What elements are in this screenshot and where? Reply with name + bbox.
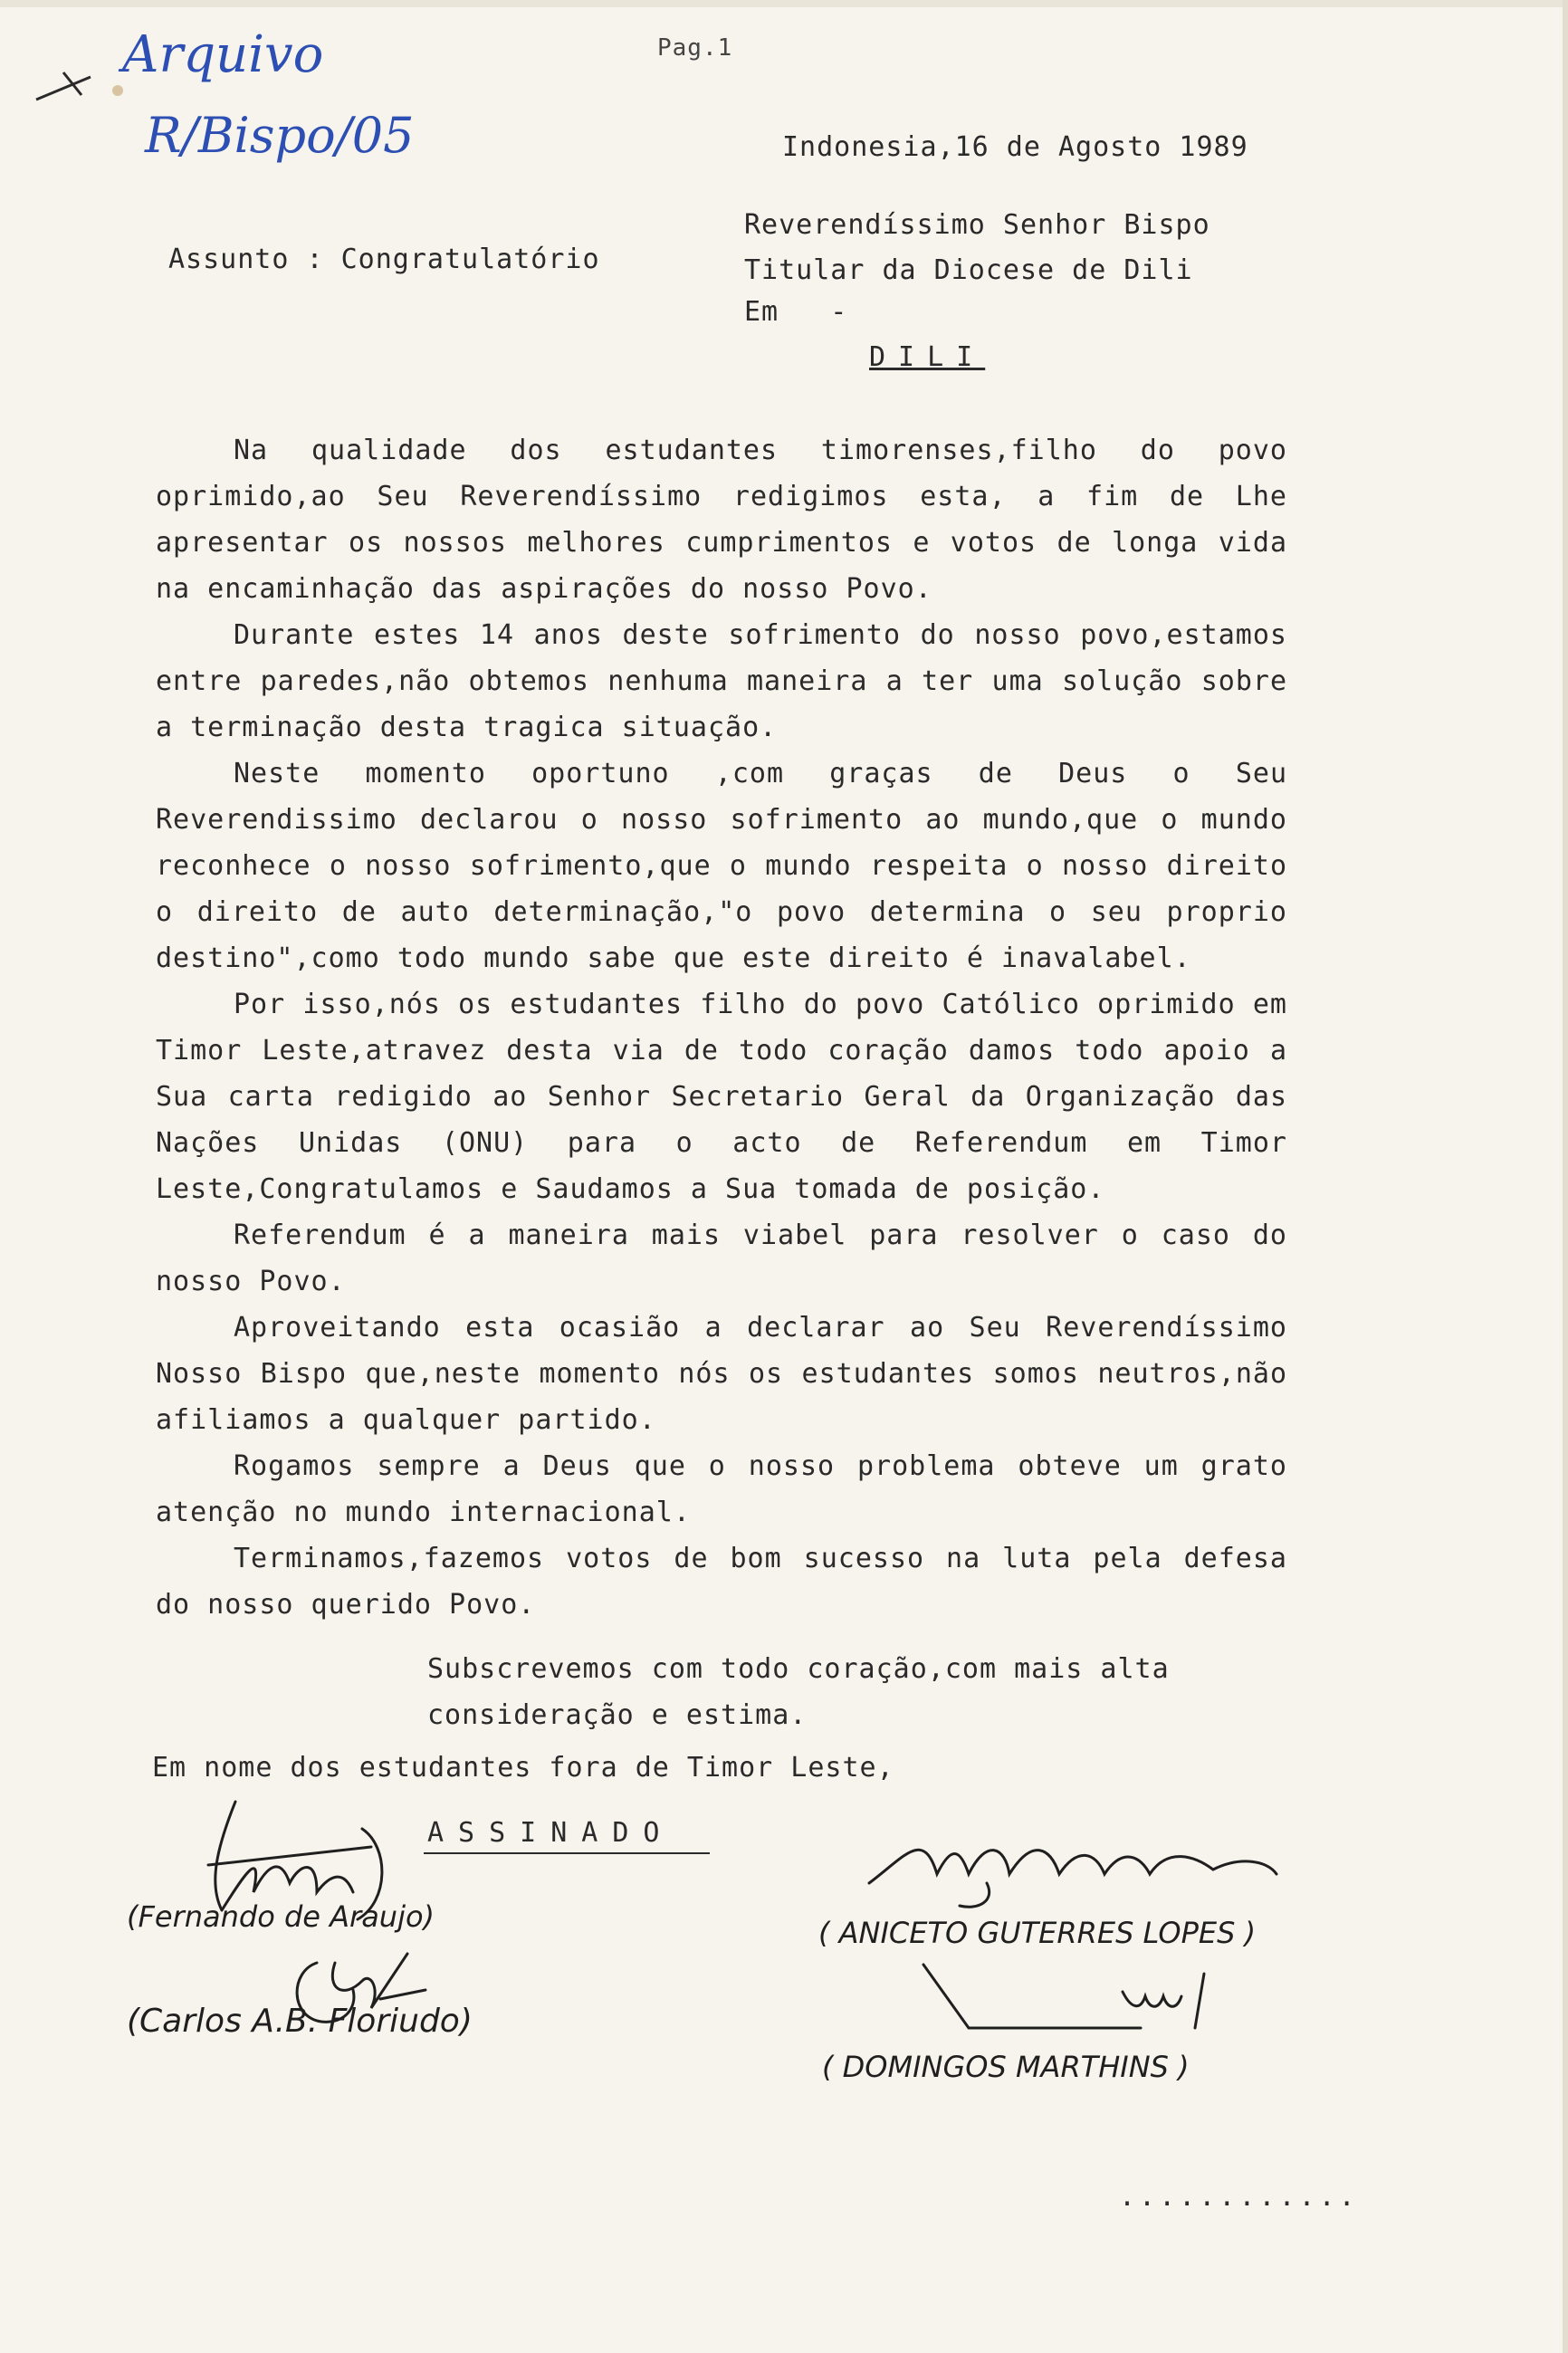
dotted-line: ............ <box>1119 2181 1359 2213</box>
signed-underline <box>424 1851 713 1856</box>
signed-label: ASSINADO <box>427 1817 674 1849</box>
recipient-city: DILI <box>869 341 986 373</box>
page-right-edge <box>1563 0 1568 2353</box>
paragraph: Por isso,nós os estudantes filho do povo Católico oprimido em Timor Leste,atravez desta via de todo coração damos todo apoio a Sua carta redigido ao Senhor Secretario Geral da Organização das Nações Unidas (ONU) para o acto de Referendum em Timor Leste,Congratulamos e Saudamos a Sua tomada de posição. <box>156 989 1287 1205</box>
signatory-name-aniceto: ( ANICETO GUTERRES LOPES ) <box>818 1916 1257 1950</box>
paragraph: Neste momento oportuno ,com graças de Deus o Seu Reverendissimo declarou o nosso sofrimento ao mundo,que o mundo reconhece o nosso sofrimento,que o mundo respeita o nosso direito o direito de auto determinação,"o povo determina o seu proprio destino",como todo mundo sabe que este direito é inavalabel. <box>156 758 1287 974</box>
handwritten-archive-ref: R/Bispo/05 <box>145 107 415 164</box>
page-number: Pag.1 <box>657 34 733 62</box>
signature-aniceto-lopes <box>851 1820 1286 1919</box>
signatory-name-carlos: (Carlos A.B. Floriudo) <box>127 2003 473 2040</box>
subject-line: Assunto : Congratulatório <box>168 244 600 275</box>
arrow-mark-icon <box>27 54 127 118</box>
on-behalf-line: Em nome dos estudantes fora de Timor Leste, <box>152 1752 894 1784</box>
closing-paragraph: Subscrevemos com todo coração,com mais alta consideração e estima. <box>427 1653 1170 1731</box>
paragraph: Durante estes 14 anos deste sofrimento do nosso povo,estamos entre paredes,não obtemos nenhuma maneira a ter uma solução sobre a terminação desta tragica situação. <box>156 619 1287 743</box>
date-line: Indonesia,16 de Agosto 1989 <box>782 131 1248 163</box>
handwritten-archive-note: Arquivo <box>122 25 324 84</box>
signatory-name-fernando: (Fernando de Araujo) <box>127 1899 435 1934</box>
recipient-line-3: Em - <box>744 296 848 328</box>
recipient-line-2: Titular da Diocese de Dili <box>744 254 1193 286</box>
letter-body <box>156 427 1287 1628</box>
paragraph: Referendum é a maneira mais viabel para resolver o caso do nosso Povo. <box>156 1220 1287 1297</box>
paragraph: Aproveitando esta ocasião a declarar ao Seu Reverendíssimo Nosso Bispo que,neste momento nós os estudantes somos neutros,não afiliamos a qualquer partido. <box>156 1312 1287 1436</box>
page-top-edge <box>0 0 1568 7</box>
signatory-name-domingos: ( DOMINGOS MARTHINS ) <box>822 2050 1190 2084</box>
paragraph: Rogamos sempre a Deus que o nosso problema obteve um grato atenção no mundo internacional. <box>156 1450 1287 1528</box>
paragraph: Na qualidade dos estudantes timorenses,filho do povo oprimido,ao Seu Reverendíssimo redigimos esta, a fim de Lhe apresentar os nossos melhores cumprimentos e votos de longa vida na encaminhação das aspirações do nosso Povo. <box>156 435 1287 605</box>
recipient-line-1: Reverendíssimo Senhor Bispo <box>744 209 1210 241</box>
paragraph: Terminamos,fazemos votos de bom sucesso na luta pela defesa do nosso querido Povo. <box>156 1543 1287 1621</box>
signature-domingos-marthins <box>905 1956 1267 2037</box>
